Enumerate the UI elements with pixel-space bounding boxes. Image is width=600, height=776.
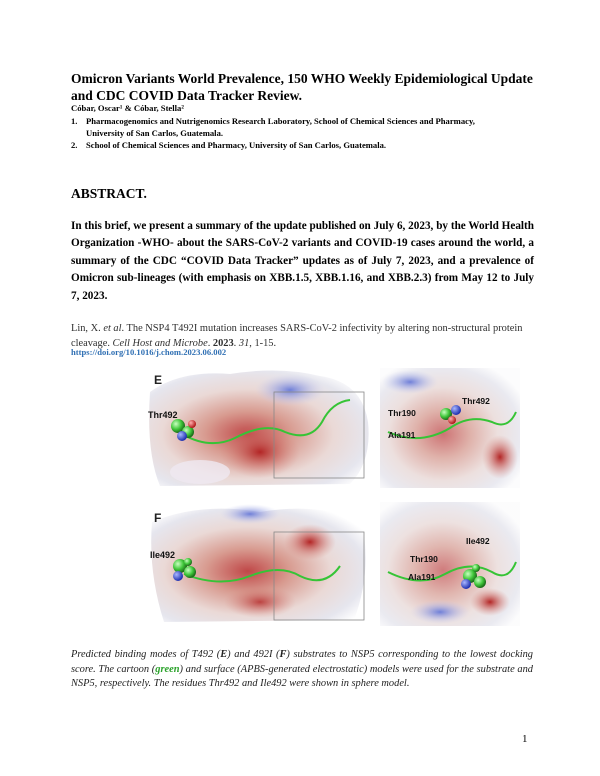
residue-label: Ala191 — [388, 430, 416, 440]
caption-text: Predicted binding modes of T492 ( — [71, 649, 221, 660]
abstract-text: In this brief, we present a summary of the update published on July 6, 2023, by the World Health Organization -WHO- about the SARS-CoV-2 variants and COVID-19 cases around the world, a summary of the CDC “COVID Data Tracker” updates as of July 7, 2023, and a prevalence of Omicron sub-lineages (with emphasis on XBB.1.5, XBB.1.16, and XBB.2.3) from May 12 to July 7, 2023. — [71, 220, 534, 302]
citation-et-al: et al — [103, 323, 122, 334]
panel-letter-e: E — [154, 373, 163, 387]
caption-panel-ref: F — [279, 649, 287, 660]
doi-link[interactable]: https://doi.org/10.1016/j.chom.2023.06.002 — [71, 347, 227, 357]
citation-authors: Lin, X. — [71, 323, 104, 334]
affiliation-text: Pharmacogenomics and Nutrigenomics Research Laboratory, School of Chemical Sciences and Pharmacy, University of San Carlos, Guatemala. — [86, 116, 475, 138]
residue-label: Thr492 — [148, 410, 178, 420]
panel-f-zoom — [380, 502, 520, 626]
residue-label: Ala191 — [408, 572, 436, 582]
paper-title: Omicron Variants World Prevalence, 150 WHO Weekly Epidemiological Update and CDC COVID Data Tracker Review. — [71, 71, 533, 103]
caption-text: ) and 492I ( — [227, 649, 280, 660]
citation-sep: . — [233, 337, 239, 349]
residue-label: Thr492 — [462, 396, 490, 406]
authors: Cóbar, Oscar¹ & Cóbar, Stella² — [71, 103, 184, 113]
abstract-heading: ABSTRACT. — [71, 186, 147, 201]
citation-pages: , 1-15. — [249, 337, 277, 349]
caption-green-word: green — [155, 663, 180, 675]
protein-binding-figure — [140, 362, 526, 630]
caption-text: ) and surface (APBS-generated electrostatic) models were used for the substrate and NSP5, respectively. The residues Thr492 and Ile492 were shown in sphere model. — [71, 663, 533, 689]
residue-label: Thr190 — [388, 408, 416, 418]
citation-sep: . — [207, 337, 213, 349]
residue-label: Ile492 — [466, 536, 490, 546]
affiliation-number: 2. — [71, 140, 78, 150]
panel-e-zoom — [380, 368, 520, 488]
caption-text: ) substrates to NSP5 corresponding to the lowest docking score. The cartoon ( — [71, 649, 533, 675]
panel-f-surface — [146, 502, 372, 626]
panel-e-surface — [146, 368, 372, 488]
page-number: 1 — [522, 733, 528, 745]
affiliation-number: 1. — [71, 116, 78, 126]
affiliation-1 — [71, 115, 511, 139]
panel-letter-f: F — [154, 511, 162, 525]
citation-journal: Cell Host and Microbe — [112, 337, 208, 349]
caption-panel-ref: E — [220, 649, 228, 660]
residue-label: Ile492 — [150, 550, 176, 560]
citation-year: 2023 — [212, 337, 234, 349]
affiliation-2 — [71, 139, 511, 151]
figure — [140, 362, 526, 630]
figure-caption — [71, 648, 533, 692]
residue-label: Thr190 — [410, 554, 438, 564]
citation-volume: 31 — [238, 337, 250, 349]
affiliation-text: School of Chemical Sciences and Pharmacy, University of San Carlos, Guatemala. — [86, 140, 387, 150]
citation-title: . The NSP4 T492I mutation increases SARS-CoV-2 infectivity by altering non-structural protein cleavage. — [71, 323, 523, 349]
